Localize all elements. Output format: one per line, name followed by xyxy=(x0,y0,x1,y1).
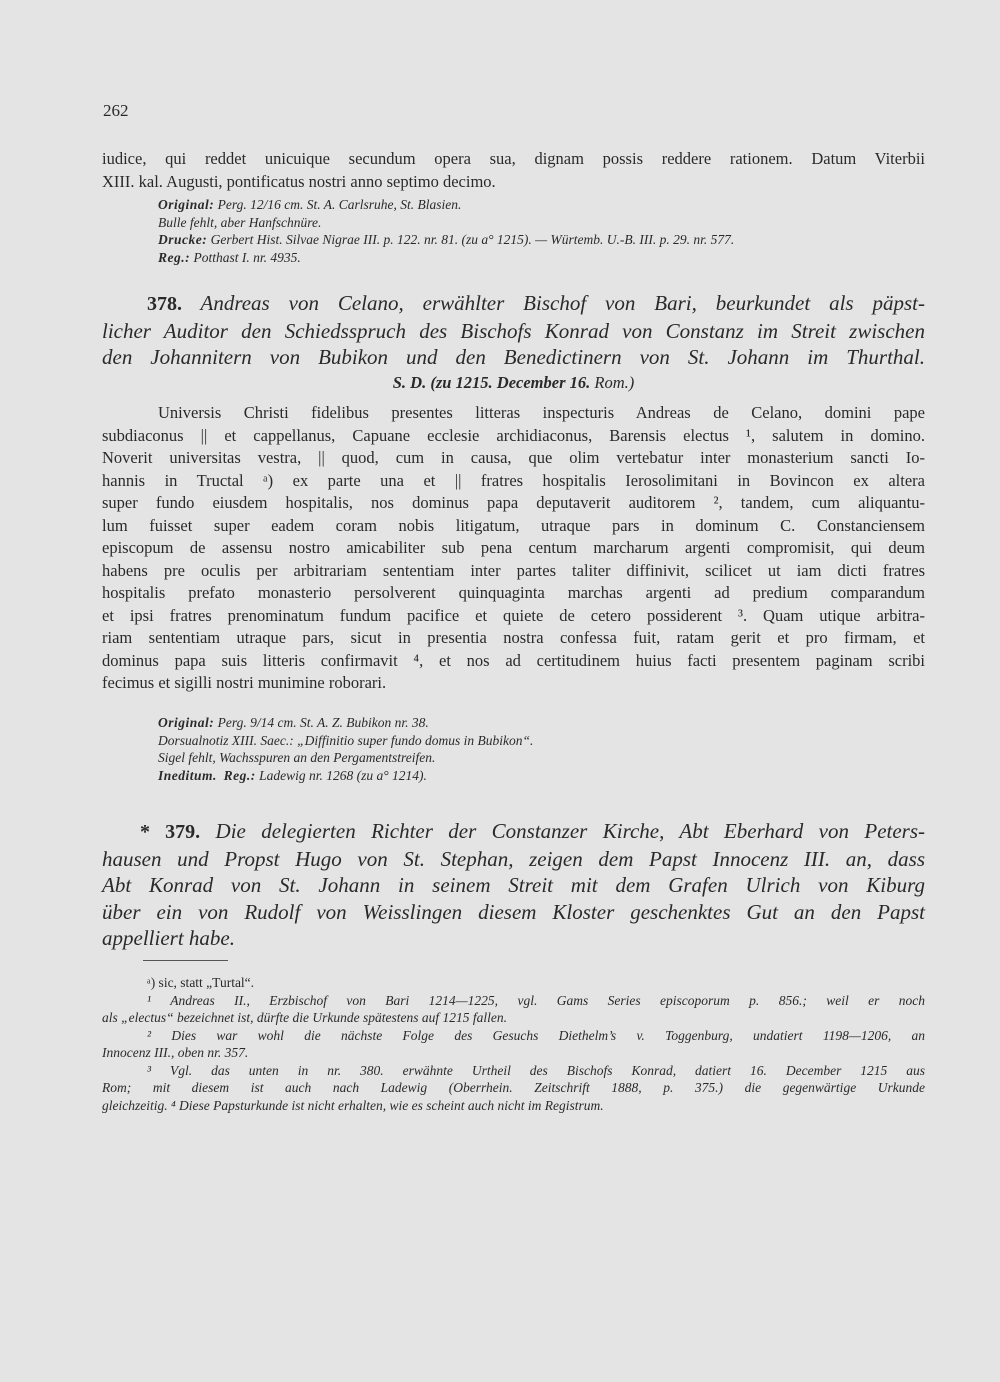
footnote-line: Rom; mit diesem ist auch nach Ladewig (Oberrhein. Zeitschrift 1888, p. 375.) die gegenwärtige Urkunde xyxy=(102,1080,925,1095)
meta-line xyxy=(102,249,925,267)
text-line: riam sententiam utraque pars, sicut in presentia nostra confessa fuit, ratam gerit et pro firmam, et xyxy=(102,628,925,647)
meta-line xyxy=(102,767,925,785)
footnote-line: ᵃ) sic, statt „Turtal“. xyxy=(147,975,255,990)
doc-number: 378. xyxy=(147,293,182,315)
dateline-place: Rom.) xyxy=(594,373,635,392)
meta-label: Reg.: xyxy=(223,767,256,783)
meta-line xyxy=(102,196,925,214)
text-line: fecimus et sigilli nostri munimine roborari. xyxy=(102,673,387,692)
rubric-line xyxy=(102,290,925,318)
doc-378-dateline xyxy=(102,372,925,394)
footnote-divider xyxy=(143,960,228,961)
meta-text: Perg. 9/14 cm. St. A. Z. Bubikon nr. 38. xyxy=(217,715,429,730)
doc-378-text xyxy=(102,402,925,695)
text-line: habens pre oculis per arbitrariam sententiam inter partes taliter diffinivit, scilicet ut iam dicti fratres xyxy=(102,560,925,580)
text-line: dominus papa suis litteris confirmavit ⁴, et nos ad certitudinem huius facti presentem paginam scribi xyxy=(102,650,925,670)
meta-label: Original: xyxy=(158,715,215,730)
meta-text: Ladewig nr. 1268 (zu a° 1214). xyxy=(259,767,427,783)
rubric-text: Die delegierten Richter der Constanzer Kirche, Abt Eberhard von Peters- xyxy=(215,819,926,843)
rubric-line: über ein von Rudolf von Weisslingen diesem Kloster geschenktes Gut an den Papst xyxy=(102,899,925,924)
footnote-line: gleichzeitig. ⁴ Diese Papsturkunde ist nicht erhalten, wie es scheint auch nicht im Registrum. xyxy=(102,1097,604,1113)
footnote-line: ³ Vgl. das unten in nr. 380. erwähnte Urtheil des Bischofs Konrad, datiert 16. December 1215 aus xyxy=(147,1062,925,1078)
text-line: XIII. kal. Augusti, pontificatus nostri anno septimo decimo. xyxy=(102,171,496,191)
meta-label: Drucke: xyxy=(158,232,208,247)
footnote-line: als „electus“ bezeichnet ist, dürfte die Urkunde spätestens auf 1215 fallen. xyxy=(102,1010,507,1025)
doc-379-rubric xyxy=(102,818,925,952)
doc-378-meta xyxy=(102,714,925,784)
meta-line: Sigel fehlt, Wachsspuren an den Pergamentstreifen. xyxy=(158,750,436,765)
meta-label: Original: xyxy=(158,197,215,212)
text-line: hannis in Tructal ᵃ) ex parte una et || fratres hospitalis Ierosolimitani in Bovincon ex altera xyxy=(102,470,925,490)
text-line: lum fuisset super eadem coram nobis litigatum, utraque pars in dominum C. Constanciensem xyxy=(102,515,925,535)
rubric-line: hausen und Propst Hugo von St. Stephan, zeigen dem Papst Innocenz III. an, dass xyxy=(102,846,925,871)
meta-line: Dorsualnotiz XIII. Saec.: „Diffinitio super fundo domus in Bubikon“. xyxy=(158,732,534,748)
footnotes xyxy=(102,974,925,1114)
rubric-text: Andreas von Celano, erwählter Bischof von Bari, beurkundet als päpst- xyxy=(200,291,925,315)
text-line: episcopum de assensu nostro amicabiliter sub pena centum marcharum argenti compromisit, qui deum xyxy=(102,538,925,557)
footnote-line: Innocenz III., oben nr. 357. xyxy=(102,1045,249,1060)
top-meta xyxy=(102,196,925,266)
text-line: hospitalis prefato monasterio persolverent quinquaginta marchas argenti ad predium comparandum xyxy=(102,583,925,602)
text-line: Noverit universitas vestra, || quod, cum in causa, que olim vertebatur inter monasterium sancti Io- xyxy=(102,448,925,467)
text-line: iudice, qui reddet unicuique secundum opera sua, dignam possis reddere rationem. Datum Viterbii xyxy=(102,149,925,168)
meta-line xyxy=(102,714,925,732)
meta-label: Ineditum. xyxy=(158,767,217,783)
meta-line: Bulle fehlt, aber Hanfschnüre. xyxy=(158,214,322,230)
text-line: Universis Christi fidelibus presentes litteras inspecturis Andreas de Celano, domini pape xyxy=(158,403,925,422)
text-line: subdiaconus || et cappellanus, Capuane ecclesie archidiaconus, Barensis electus ¹, salutem in domino. xyxy=(102,425,925,445)
rubric-line: den Johannitern von Bubikon und den Benedictinern von St. Johann im Thurthal. xyxy=(102,345,925,369)
dateline xyxy=(102,372,925,394)
footnote-line: ¹ Andreas II., Erzbischof von Bari 1214—1225, vgl. Gams Series episcoporum p. 856.; weil er noch xyxy=(147,992,925,1008)
meta-text: Perg. 12/16 cm. St. A. Carlsruhe, St. Blasien. xyxy=(217,197,462,212)
rubric-line xyxy=(102,818,925,846)
doc-378-rubric xyxy=(102,290,925,371)
top-text xyxy=(102,148,925,193)
footnote-line: ² Dies war wohl die nächste Folge des Gesuchs Diethelm’s v. Toggenburg, undatiert 1198—1206, an xyxy=(147,1027,925,1043)
meta-label: Reg.: xyxy=(158,249,191,265)
dateline-text: S. D. (zu 1215. December 16. xyxy=(392,373,591,392)
meta-line xyxy=(102,231,925,249)
meta-text: Potthast I. nr. 4935. xyxy=(193,249,301,265)
rubric-line: licher Auditor den Schiedsspruch des Bischofs Konrad von Constanz im Streit zwischen xyxy=(102,318,925,343)
page-number: 262 xyxy=(103,101,129,120)
text-line: et ipsi fratres prenominatum fundum pacifice et quiete de cetero possiderent ³. Quam utique arbitra- xyxy=(102,605,925,625)
doc-number: * 379. xyxy=(140,821,201,843)
rubric-line: appelliert habe. xyxy=(102,926,235,950)
meta-text: Gerbert Hist. Silvae Nigrae III. p. 122. nr. 81. (zu a° 1215). — Würtemb. U.-B. III. p. 29. nr. 577. xyxy=(210,232,735,247)
text-line: super fundo eiusdem hospitalis, nos dominus papa deputaverit auditorem ², tandem, cum aliquantu- xyxy=(102,493,925,512)
rubric-line: Abt Konrad von St. Johann in seinem Streit mit dem Grafen Ulrich von Kiburg xyxy=(102,873,925,897)
